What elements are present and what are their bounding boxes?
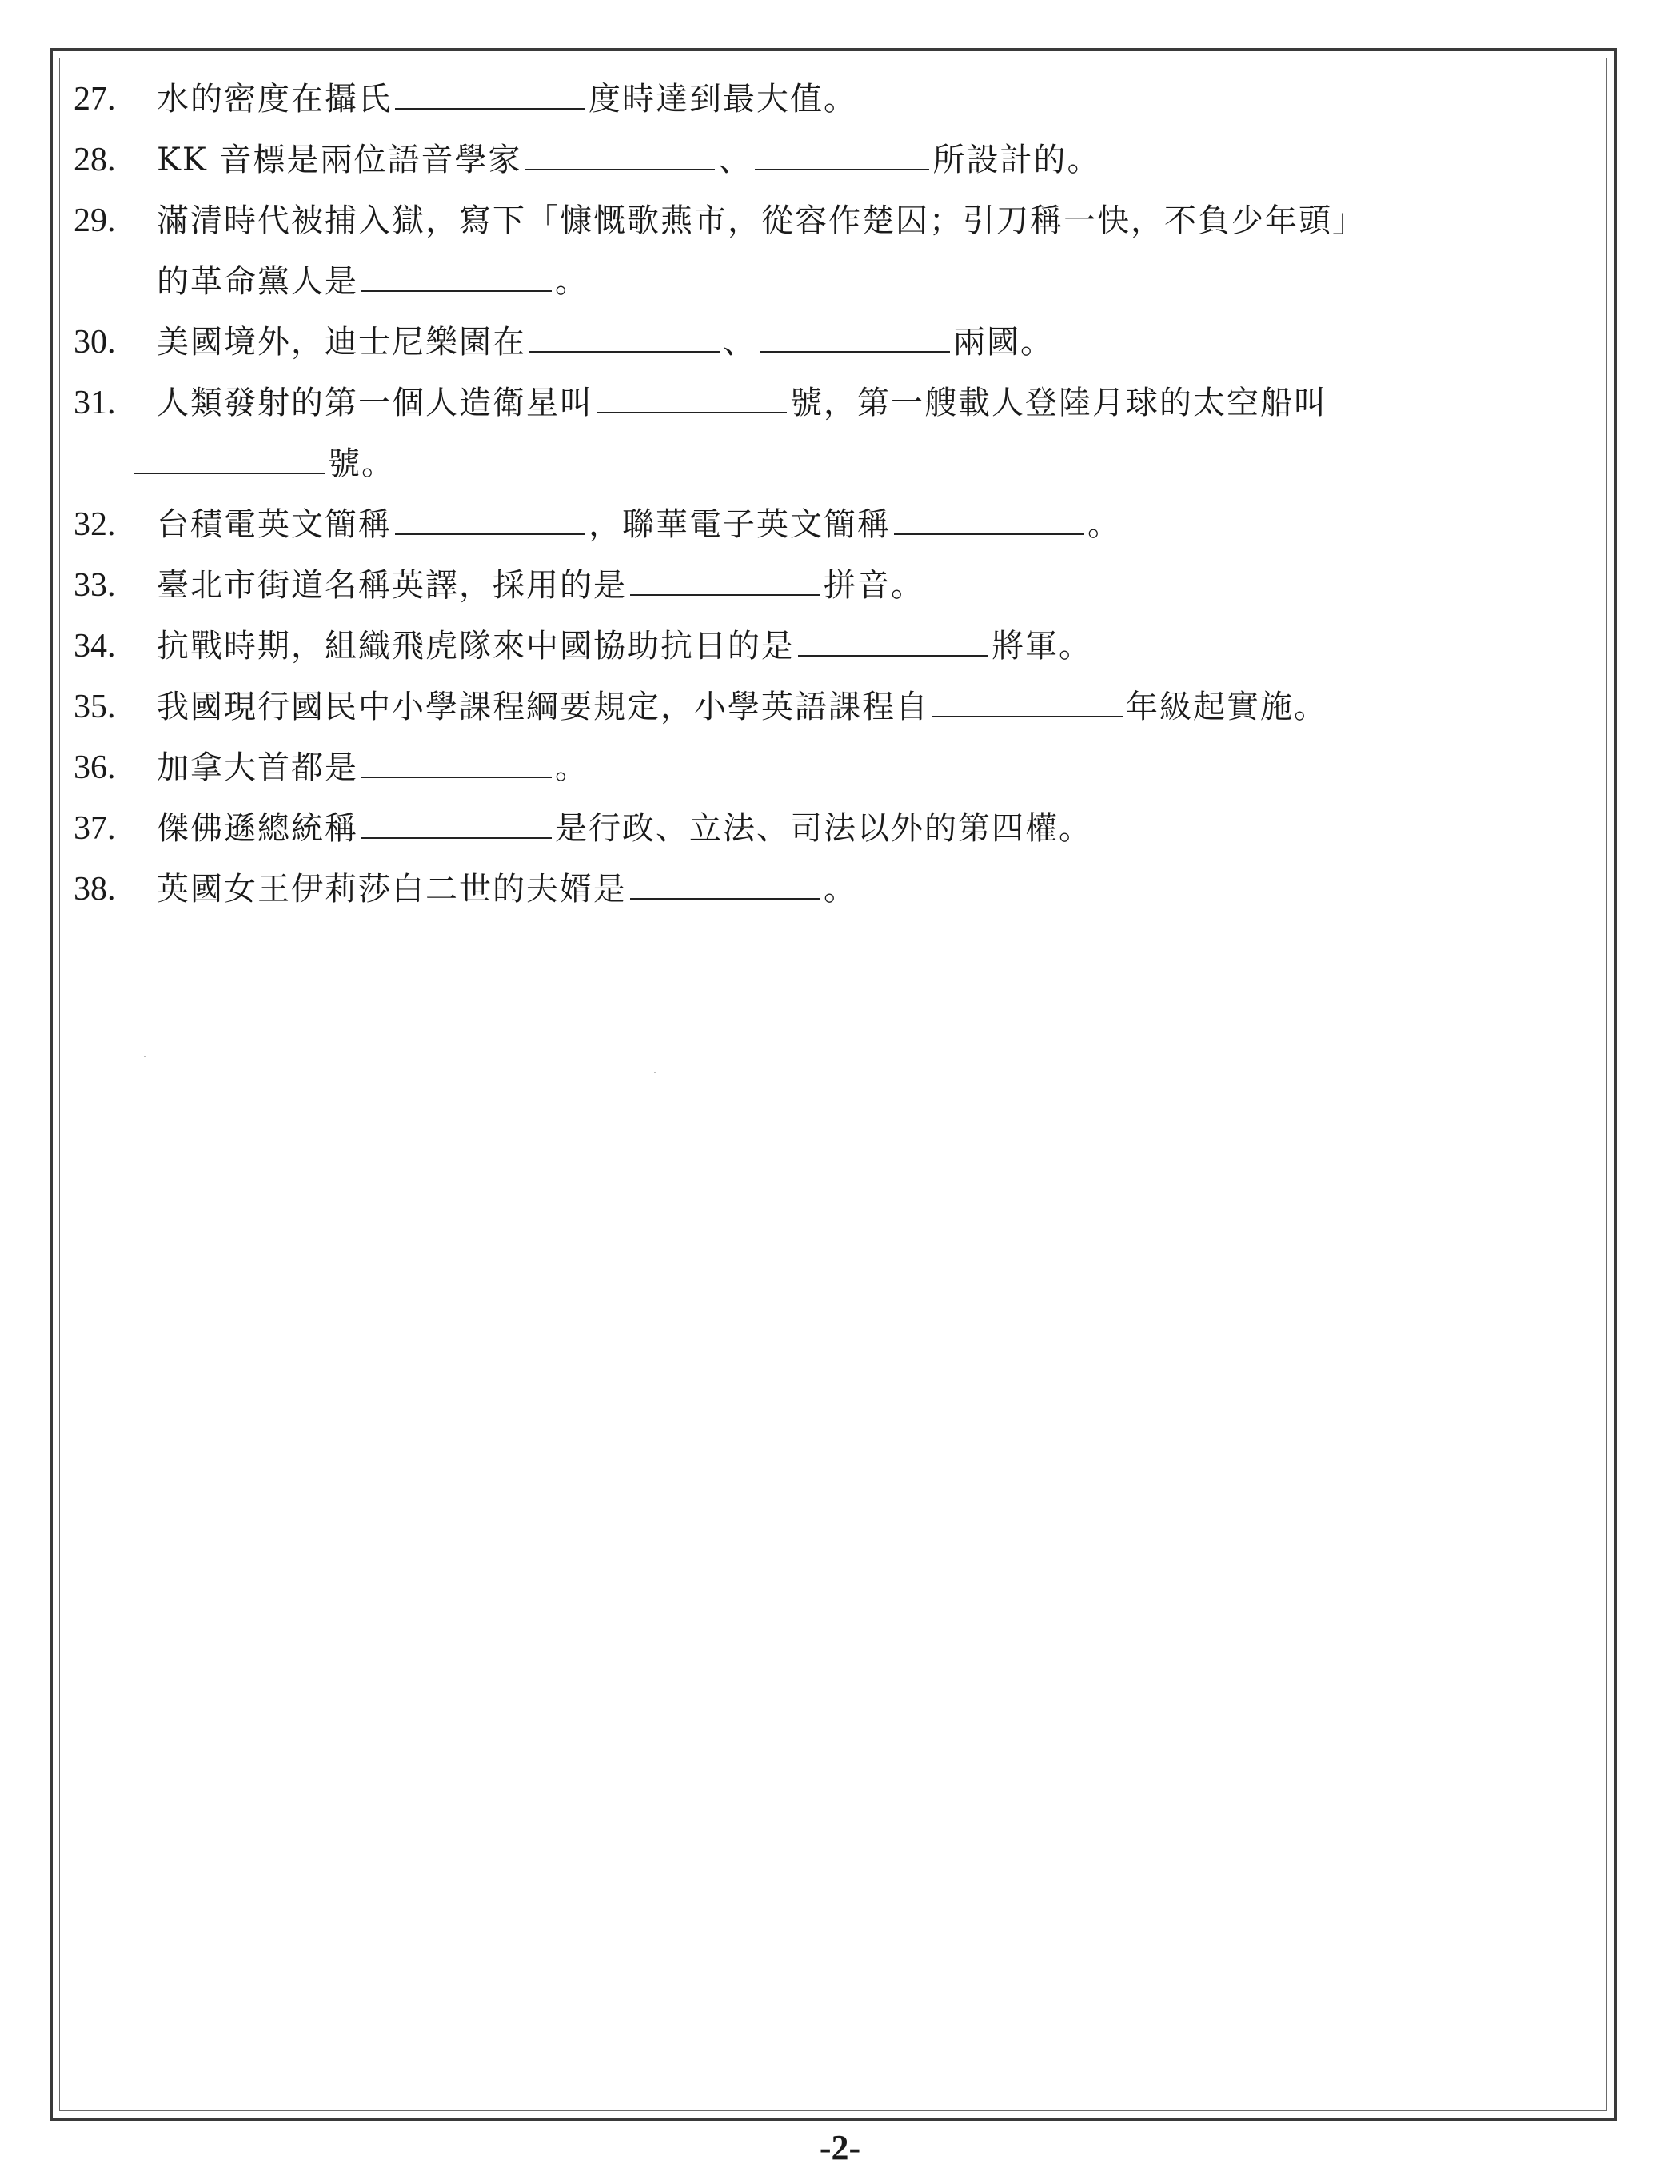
question-31: [74, 373, 1593, 494]
question-text: 所設計的。: [932, 142, 1101, 178]
question-text: 。: [555, 263, 589, 300]
question-33: [74, 555, 1593, 616]
question-34: [74, 616, 1593, 677]
scan-speck: [654, 1072, 656, 1073]
answer-blank[interactable]: [760, 319, 950, 353]
question-35: [74, 677, 1593, 737]
question-number: 28.: [74, 142, 116, 178]
question-number: 31.: [74, 385, 116, 421]
question-text: 。: [824, 871, 857, 908]
question-text: 臺北市街道名稱英譯，採用的是: [157, 567, 627, 604]
question-27: [74, 69, 1593, 130]
question-text: 年級起實施。: [1126, 689, 1327, 725]
answer-blank[interactable]: [630, 866, 820, 900]
answer-blank[interactable]: [597, 380, 787, 413]
question-32: [74, 494, 1593, 555]
question-text: 抗戰時期，組織飛虎隊來中國協助抗日的是: [157, 628, 795, 665]
question-number: 33.: [74, 567, 116, 604]
page-number: -2-: [819, 2128, 861, 2167]
question-text: 我國現行國民中小學課程綱要規定，小學英語課程自: [157, 689, 929, 725]
question-list: [74, 69, 1593, 920]
question-number: 29.: [74, 202, 116, 239]
answer-blank[interactable]: [395, 501, 585, 535]
question-text: 水的密度在攝氏: [157, 81, 392, 118]
answer-blank[interactable]: [395, 76, 585, 110]
scan-speck: [144, 1056, 146, 1057]
question-text: 傑佛遜總統稱: [157, 810, 358, 847]
question-29: [74, 190, 1593, 312]
question-number: 36.: [74, 749, 116, 786]
question-text: 兩國。: [953, 324, 1054, 361]
question-text: 、: [723, 324, 756, 361]
question-text: 度時達到最大值。: [589, 81, 857, 118]
question-number: 34.: [74, 628, 116, 665]
question-text: 、: [718, 142, 752, 178]
answer-blank[interactable]: [894, 501, 1084, 535]
question-number: 32.: [74, 506, 116, 543]
answer-blank[interactable]: [630, 562, 820, 596]
question-text: 。: [555, 749, 589, 786]
question-text: 人類發射的第一個人造衛星叫: [157, 385, 593, 421]
question-text: ，聯華電子英文簡稱: [589, 506, 891, 543]
question-38: [74, 859, 1593, 920]
question-text: 加拿大首都是: [157, 749, 358, 786]
question-28: [74, 130, 1593, 190]
question-text: 英國女王伊莉莎白二世的夫婿是: [157, 871, 627, 908]
answer-blank[interactable]: [361, 805, 552, 839]
answer-blank[interactable]: [755, 137, 929, 170]
question-text: 號。: [328, 445, 395, 482]
question-text: 滿清時代被捕入獄，寫下「慷慨歌燕市，從容作楚囚；引刀稱一快，不負少年頭」: [157, 202, 1366, 239]
question-36: [74, 737, 1593, 798]
question-number: 38.: [74, 871, 116, 908]
answer-blank[interactable]: [529, 319, 720, 353]
answer-blank[interactable]: [134, 441, 325, 474]
question-number: 27.: [74, 81, 116, 118]
question-text: 是行政、立法、司法以外的第四權。: [555, 810, 1092, 847]
answer-blank[interactable]: [361, 258, 552, 292]
answer-blank[interactable]: [361, 745, 552, 778]
question-37: [74, 798, 1593, 859]
answer-blank[interactable]: [932, 684, 1123, 717]
question-number: 35.: [74, 689, 116, 725]
question-number: 30.: [74, 324, 116, 361]
question-number: 37.: [74, 810, 116, 847]
question-text: 將軍。: [992, 628, 1092, 665]
question-text: 美國境外，迪士尼樂園在: [157, 324, 526, 361]
answer-blank[interactable]: [525, 137, 715, 170]
question-text: 。: [1087, 506, 1121, 543]
question-text: 台積電英文簡稱: [157, 506, 392, 543]
question-text: KK 音標是兩位語音學家: [157, 142, 522, 178]
question-30: [74, 312, 1593, 373]
question-text: 拼音。: [824, 567, 924, 604]
answer-blank[interactable]: [798, 623, 988, 657]
question-text: 號，第一艘載人登陸月球的太空船叫: [790, 385, 1327, 421]
question-text: 的革命黨人是: [157, 263, 358, 300]
